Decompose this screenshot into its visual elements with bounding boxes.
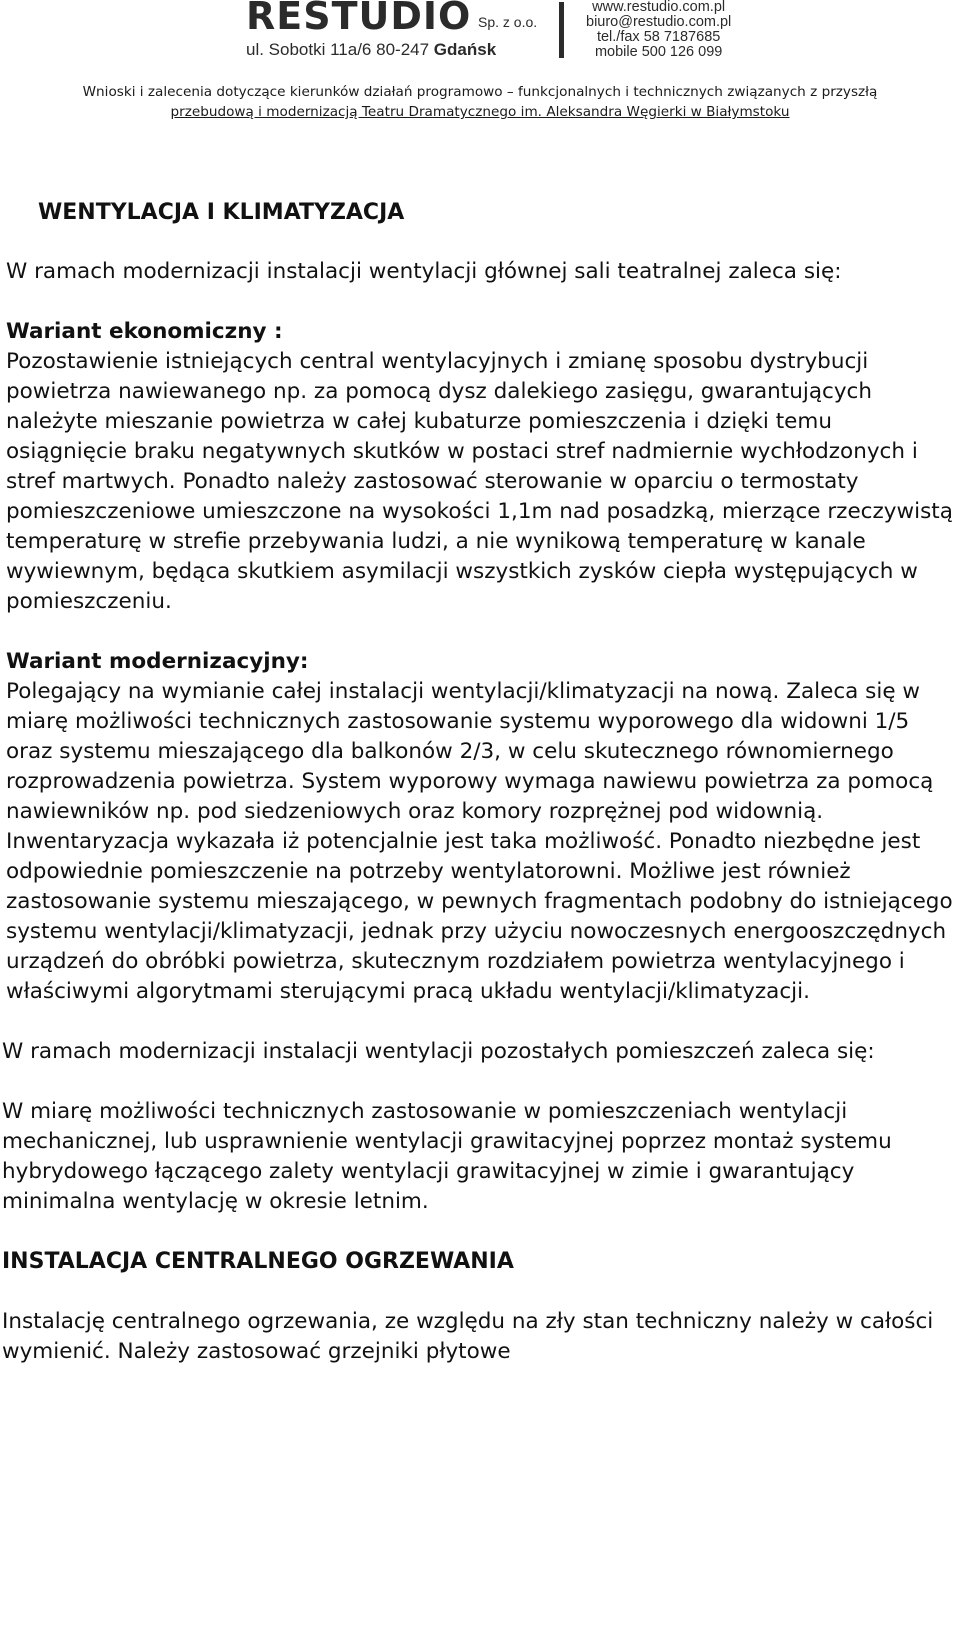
document-body — [2, 198, 956, 1367]
contact-block — [586, 0, 731, 60]
ventilation-intro: W ramach modernizacji instalacji wentylacji głównej sali teatralnej zaleca się: — [6, 259, 842, 284]
other-rooms-text: W miarę możliwości technicznych zastosowanie w pomieszczeniach wentylacji mechanicznej, lub usprawnienie wentylacji grawitacyjnej poprzez montaż systemu hybrydowego łączącego zalety wentylacji grawitacyjnej w zimie i gwarantujący minimalna wentylację w okresie letnim. — [2, 1099, 892, 1214]
heating-text: Instalację centralnego ogrzewania, ze względu na zły stan techniczny należy w całości wymienić. Należy zastosować grzejniki płytowe — [2, 1309, 934, 1364]
company-address — [246, 40, 496, 60]
document-subtitle — [0, 82, 960, 122]
letterhead — [246, 0, 756, 64]
heading-ventilation: WENTYLACJA I KLIMATYZACJA — [38, 200, 405, 225]
address-city: Gdańsk — [433, 40, 497, 59]
telfax-text: tel./fax 58 7187685 — [596, 29, 721, 45]
heading-heating: INSTALACJA CENTRALNEGO OGRZEWANIA — [2, 1249, 514, 1274]
address-street: ul. Sobotki 11a/6 — [246, 40, 372, 59]
variant-economic-text: Pozostawienie istniejących central wentylacyjnych i zmianę sposobu dystrybucji powietrza nawiewanego np. za pomocą dysz dalekiego zasięgu, gwarantujących należyte mieszanie powietrza w całej kubaturze pomieszczenia i dzięki temu osiągnięcie braku negatywnych skutków w postaci stref nadmiernie wychłodzonych i stref martwych. Ponadto należy zastosować sterowanie w oparciu o termostaty pomieszczeniowe umieszczone na wysokości 1,1m nad posadzką, mierzące rzeczywistą temperaturę w strefie przebywania ludzi, a nie wynikową temperaturę w kanale wywiewnym, będąca skutkiem asymilacji wszystkich zysków ciepła występujących w pomieszczeniu. — [6, 349, 953, 614]
company-suffix: Sp. z o.o. — [478, 14, 538, 30]
subtitle-line-2: przebudową i modernizacją Teatru Dramatycznego im. Aleksandra Węgierki w Białymstoku — [170, 104, 790, 120]
heading-variant-modern: Wariant modernizacyjny: — [6, 649, 309, 674]
address-postal: 80-247 — [376, 40, 430, 59]
website-link[interactable]: www.restudio.com.pl — [592, 0, 726, 15]
variant-modern-text: Polegający na wymianie całej instalacji wentylacji/klimatyzacji na nową. Zaleca się w miarę możliwości technicznych zastosowanie systemu wyporowego dla widowni 1/5 oraz systemu mieszającego dla balkonów 2/3, w celu skutecznego równomiernego rozprowadzenia powietrza. System wyporowy wymaga nawiewu powietrza za pomocą nawiewników np. pod siedzeniowych oraz komory rozprężnej pod widownią. Inwentaryzacja wykazała iż potencjalnie jest taka możliwość. Ponadto niezbędne jest odpowiednie pomieszczenie na potrzeby wentylatorowni. Możliwe jest również zastosowanie systemu mieszającego, w pewnych fragmentach podobny do istniejącego systemu wentylacji/klimatyzacji, jednak przy użyciu nowoczesnych energooszczędnych urządzeń do obróbki powietrza, skutecznym rozdziałem powietrza wentylacyjnego i właściwymi algorytmami sterującymi pracą układu wentylacji/klimatyzacji. — [6, 679, 953, 1004]
other-rooms-intro: W ramach modernizacji instalacji wentylacji pozostałych pomieszczeń zaleca się: — [2, 1039, 875, 1064]
heading-variant-economic: Wariant ekonomiczny : — [6, 319, 283, 344]
mobile-text: mobile 500 126 099 — [594, 44, 723, 60]
subtitle-line-1: Wnioski i zalecenia dotyczące kierunków działań programowo – funkcjonalnych i technicznych związanych z przyszłą — [82, 84, 878, 100]
email-link[interactable]: biuro@restudio.com.pl — [586, 14, 732, 30]
company-logo: RESTUDIO — [246, 0, 472, 38]
letterhead-divider — [559, 2, 564, 58]
